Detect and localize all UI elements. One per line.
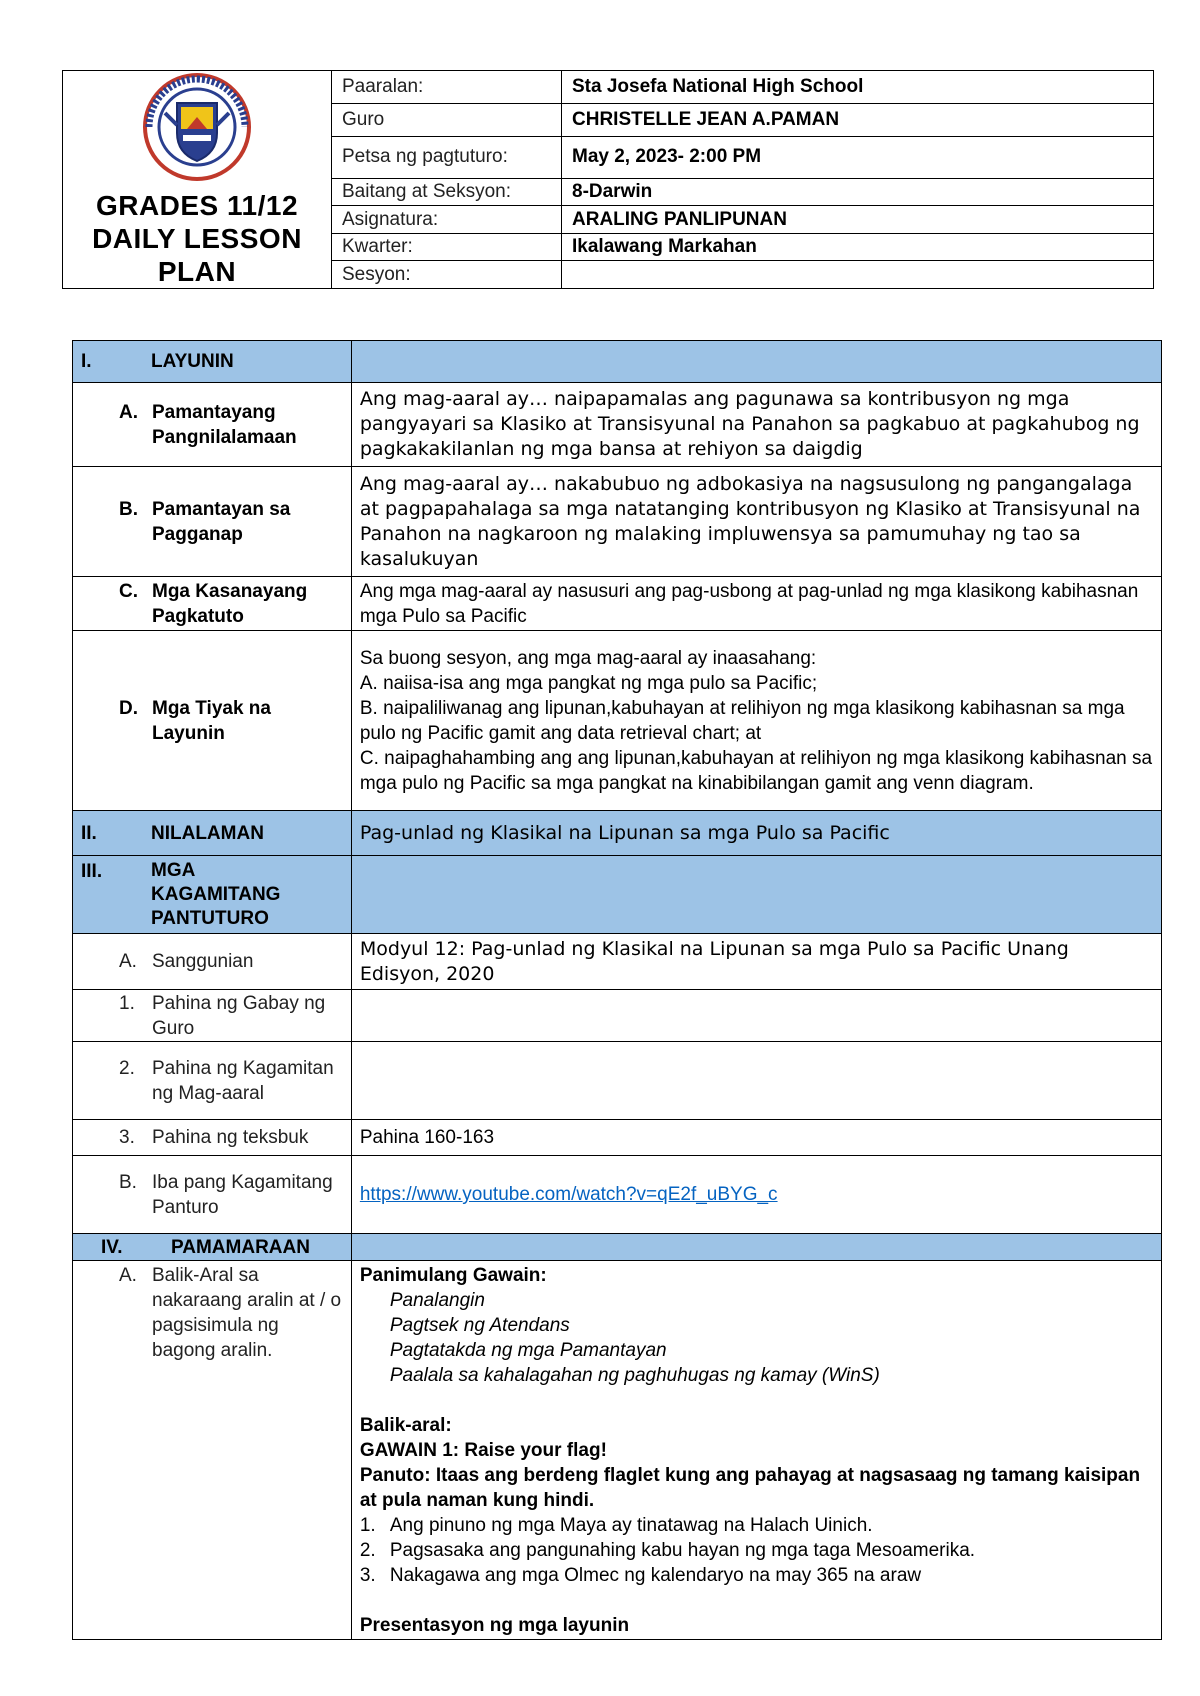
subject-value: ARALING PANLIPUNAN	[562, 206, 1154, 234]
list-item	[360, 1538, 1153, 1563]
textbook-pages: Pahina 160-163	[351, 1120, 1161, 1156]
objective-line: C. naipaghahambing ang ang lipunan,kabuhayan at relihiyon ng mga klasikong kabihasnan sa mga pulo ng Pacific sa mga pangkat na kinabibilangan gamit ang venn diagram.	[359, 747, 1153, 794]
row-label: Pahina ng Kagamitan ng Mag-aaral	[152, 1057, 334, 1104]
title-line: GRADES 11/12	[95, 190, 299, 221]
row-label: Pamantayan sa Pagganap	[152, 498, 291, 545]
school-label: Paaralan:	[332, 71, 562, 104]
list-item	[360, 1563, 1153, 1588]
activity-title: GAWAIN 1: Raise your flag!	[359, 1440, 607, 1461]
procedure-cell	[351, 1261, 1161, 1640]
row-key: A.	[119, 1265, 137, 1286]
specific-objectives-cell	[351, 631, 1161, 811]
table-row	[73, 934, 1162, 990]
list-item	[360, 1513, 1153, 1538]
intro-item: Paalala sa kahalagahan ng paghuhugas ng kamay (WinS)	[389, 1365, 880, 1386]
title-line: PLAN	[157, 256, 237, 287]
title-line: DAILY LESSON	[92, 223, 302, 254]
row-label: Mga Tiyak na Layunin	[152, 697, 271, 744]
table-row	[73, 1120, 1162, 1156]
intro-activity-title: Panimulang Gawain:	[359, 1265, 547, 1286]
section-label: NILALAMAN	[151, 822, 264, 844]
performance-standard-text: Ang mag-aaral ay… nakabubuo ng adbokasiya na nagsusulong ng pangangalaga at pagpapahalaga sa mga natatanging kontribusyon ng Klasiko at Transisyunal na Panahon na nagkaroon ng malaking impluwensya sa pamumuhay ng tao sa kasalukuyan	[351, 467, 1161, 577]
section-label	[151, 859, 280, 931]
section-label-line: KAGAMITANG	[151, 883, 281, 905]
row-label: Pamantayang Pangnilalamaan	[152, 401, 297, 448]
table-row	[73, 383, 1162, 467]
item-number: 3.	[359, 1565, 376, 1586]
row-label: Iba pang Kagamitang Panturo	[152, 1171, 333, 1218]
row-key: B.	[119, 498, 138, 520]
item-number: 2.	[359, 1540, 376, 1561]
document-title	[92, 189, 302, 288]
objective-line: Sa buong sesyon, ang mga mag-aaral ay inaasahang:	[359, 647, 817, 669]
objective-line: A. naiisa-isa ang mga pangkat ng mga pulo sa Pacific;	[359, 672, 818, 694]
quarter-label: Kwarter:	[332, 233, 562, 261]
teacher-guide-pages	[351, 990, 1161, 1042]
section-row-nilalaman	[73, 811, 1162, 856]
section-number: III.	[81, 860, 103, 882]
teacher-label: Guro	[332, 103, 562, 136]
section-label: PAMAMARAAN	[171, 1236, 310, 1258]
learner-material-pages	[351, 1042, 1161, 1120]
row-label: Balik-Aral sa nakaraang aralin at / o pagsisimula ng bagong aralin.	[152, 1265, 342, 1361]
session-label: Sesyon:	[332, 261, 562, 289]
intro-item: Pagtatakda ng mga Pamantayan	[389, 1340, 667, 1361]
review-title: Balik-aral:	[359, 1415, 452, 1436]
content-standard-text: Ang mag-aaral ay… naipapamalas ang pagunawa sa kontribusyon ng mga pangyayari sa Klasiko at Transisyunal na Panahon sa pagkabuo at pagkahubog ng pagkakakilanlan ng mga bansa at rehiyon sa daigdig	[351, 383, 1161, 467]
row-key: B.	[119, 1171, 137, 1193]
logo-title-cell	[63, 71, 332, 289]
date-label: Petsa ng pagtuturo:	[332, 136, 562, 178]
section-label: LAYUNIN	[151, 351, 234, 372]
row-label: Sanggunian	[152, 951, 254, 972]
section-row-pamamaraan	[73, 1234, 1162, 1261]
row-label: Pahina ng teksbuk	[152, 1127, 309, 1148]
section-number: II.	[81, 822, 97, 844]
row-label: Pahina ng Gabay ng Guro	[152, 992, 326, 1039]
section-number: IV.	[101, 1236, 123, 1258]
table-row	[73, 467, 1162, 577]
deped-seal-icon	[143, 73, 251, 181]
row-key: C.	[119, 580, 138, 602]
table-row	[73, 1261, 1162, 1640]
session-value	[562, 261, 1154, 289]
row-key: 1.	[119, 992, 135, 1014]
header-table	[62, 70, 1154, 289]
objectives-presentation-title: Presentasyon ng mga layunin	[359, 1615, 630, 1636]
table-row	[73, 990, 1162, 1042]
intro-item: Panalangin	[389, 1290, 485, 1311]
learning-competency-text: Ang mga mag-aaral ay nasusuri ang pag-usbong at pag-unlad ng mga klasikong kabihasnan mga Pulo sa Pacific	[351, 577, 1161, 631]
table-row	[73, 631, 1162, 811]
table-row	[73, 577, 1162, 631]
content-topic-text: Pag-unlad ng Klasikal na Lipunan sa mga Pulo sa Pacific	[351, 811, 1161, 856]
row-label: Mga Kasanayang Pagkatuto	[152, 580, 308, 627]
intro-item: Pagtsek ng Atendans	[389, 1315, 570, 1336]
row-key: 2.	[119, 1057, 135, 1079]
item-text: Pagsasaka ang pangunahing kabu hayan ng mga taga Mesoamerika.	[389, 1540, 976, 1561]
item-number: 1.	[359, 1515, 376, 1536]
row-key: 3.	[119, 1127, 135, 1148]
section-row-kagamitan	[73, 856, 1162, 934]
objective-line: B. naipaliliwanag ang lipunan,kabuhayan at relihiyon ng mga klasikong kabihasnan sa mga pulo ng Pacific gamit ang data retrieval chart; at	[359, 697, 1125, 744]
section-row-layunin	[73, 341, 1162, 383]
youtube-link[interactable]: https://www.youtube.com/watch?v=qE2f_uBYG_c	[359, 1184, 778, 1205]
school-value: Sta Josefa National High School	[562, 71, 1154, 104]
grade-section-label: Baitang at Seksyon:	[332, 178, 562, 206]
section-label-line: MGA	[151, 859, 196, 881]
lesson-plan-table	[72, 340, 1162, 1640]
teacher-value: CHRISTELLE JEAN A.PAMAN	[562, 103, 1154, 136]
row-key: A.	[119, 951, 137, 972]
table-row	[73, 1042, 1162, 1120]
grade-section-value: 8-Darwin	[562, 178, 1154, 206]
quarter-value: Ikalawang Markahan	[562, 233, 1154, 261]
subject-label: Asignatura:	[332, 206, 562, 234]
row-key: A.	[119, 401, 138, 423]
date-value: May 2, 2023- 2:00 PM	[562, 136, 1154, 178]
reference-text: Modyul 12: Pag-unlad ng Klasikal na Lipunan sa mga Pulo sa Pacific Unang Edisyon, 2020	[351, 934, 1161, 990]
row-key: D.	[119, 697, 138, 719]
section-label-line: PANTUTURO	[151, 907, 269, 929]
item-text: Nakagawa ang mga Olmec ng kalendaryo na may 365 na araw	[389, 1565, 922, 1586]
table-row	[73, 1156, 1162, 1234]
instructions-text: Panuto: Itaas ang berdeng flaglet kung ang pahayag at nagsasaag ng tamang kaisipan at pula naman kung hindi.	[359, 1465, 1141, 1511]
section-number: I.	[81, 351, 92, 372]
item-text: Ang pinuno ng mga Maya ay tinatawag na Halach Uinich.	[389, 1515, 873, 1536]
